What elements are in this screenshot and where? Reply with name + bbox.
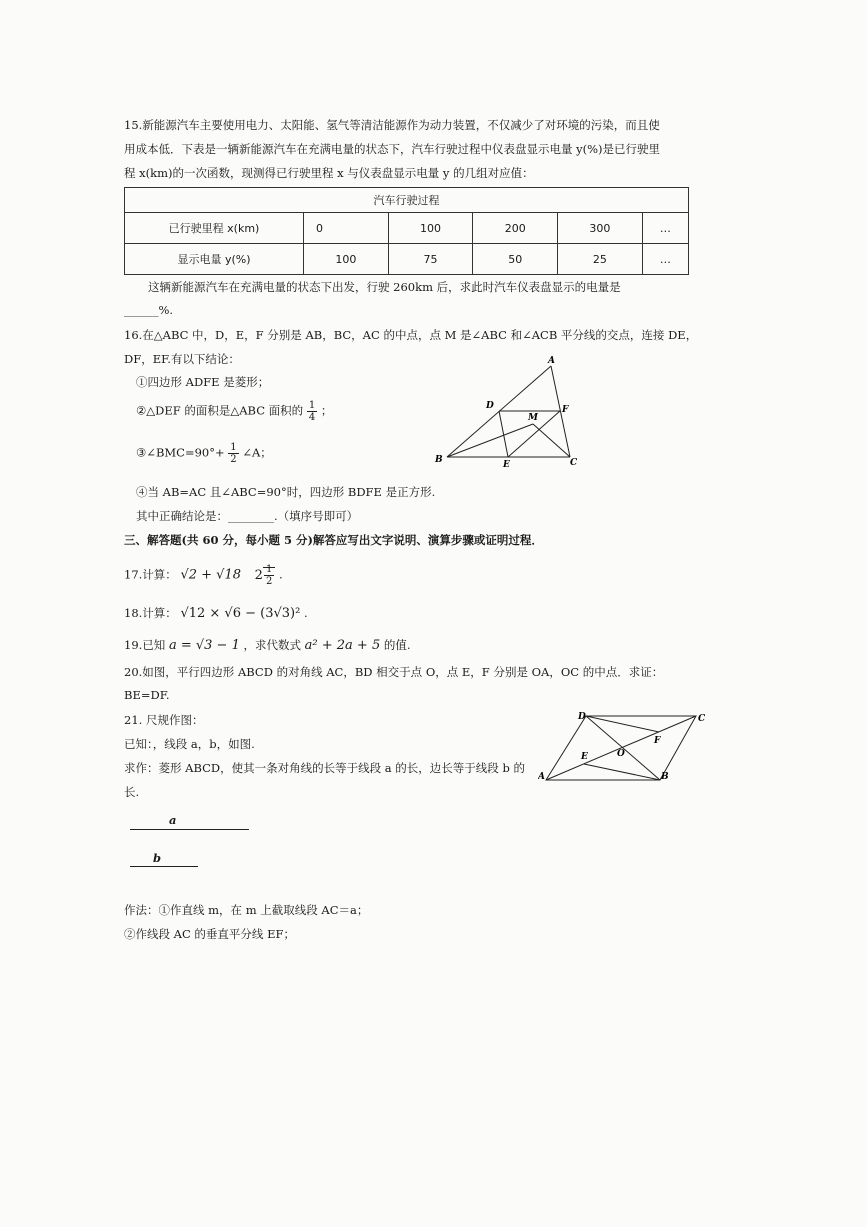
- q21-line2: 已知：，线段 a，b，如图.: [124, 737, 255, 751]
- label-d: D: [578, 712, 586, 722]
- q18-expr: √12 × √6 − (3√3)²: [180, 606, 301, 621]
- q15-line3: 程 x(km)的一次函数，现测得已行驶里程 x 与仪表盘显示电量 y 的几组对应值：: [124, 166, 534, 180]
- label-a: A: [548, 356, 555, 366]
- section3-title: 三、解答题(共 60 分，每小题 5 分)解答应写出文字说明、演算步骤或证明过程．: [124, 533, 543, 547]
- label-f: F: [654, 736, 661, 746]
- q15-row1-cell: 0: [304, 213, 389, 244]
- q21-line3: 求作：菱形 ABCD，使其一条对角线的长等于线段 a 的长，边长等于线段 b 的: [124, 761, 525, 775]
- label-b: B: [435, 455, 443, 465]
- q20-parallelogram-figure: [538, 708, 710, 786]
- q16-answer: 其中正确结论是：________.（填序号即可）: [136, 509, 359, 523]
- q17-sqrt: [263, 564, 275, 587]
- segment-be: [584, 764, 660, 780]
- q16-conclusion-4: ④当 AB=AC 且∠ABC=90°时，四边形 BDFE 是正方形.: [136, 485, 436, 499]
- q16-c3-num: 1: [230, 442, 237, 453]
- q18-post: .: [304, 606, 308, 620]
- q15-answer-blank: ______%.: [124, 303, 174, 317]
- diagonal-bd: [586, 716, 660, 780]
- q17-coef: 2: [254, 567, 263, 583]
- label-o: O: [617, 749, 625, 759]
- q19-mid: ，求代数式: [243, 638, 301, 652]
- q16-c2-num: 1: [308, 400, 316, 411]
- q17-fraction: [264, 564, 274, 587]
- segment-a: [130, 829, 249, 830]
- q17-den: 2: [265, 576, 273, 587]
- q15-row1-cell: 300: [558, 213, 643, 244]
- diagonal-ac: [546, 716, 696, 780]
- q19-post: 的值.: [383, 638, 411, 652]
- q19-expr2: a² + 2a + 5: [304, 638, 381, 653]
- segment-b: [130, 866, 198, 867]
- segment-b-label: b: [153, 851, 162, 865]
- q15-question: 这辆新能源汽车在充满电量的状态下出发，行驶 260km 后，求此时汽车仪表盘显示的电量是: [148, 280, 621, 294]
- q15-row2-cell: 100: [304, 244, 389, 275]
- q17: [124, 564, 283, 587]
- q16-c3-fraction: [228, 442, 238, 465]
- label-m: M: [528, 413, 538, 423]
- q16-triangle-figure: [430, 352, 590, 472]
- q15-row2-cell: 75: [388, 244, 473, 275]
- q15-row2-cell: 25: [558, 244, 643, 275]
- segment-df: [586, 716, 659, 732]
- q16-line1: 16.在△ABC 中，D，E，F 分别是 AB，BC，AC 的中点，点 M 是∠ABC 和∠ACB 平分线的交点，连接 DE，: [124, 328, 698, 342]
- q15-row1-cell: 100: [388, 213, 473, 244]
- q16-c2-text: ②△DEF 的面积是△ABC 面积的: [136, 403, 304, 418]
- q17-post: .: [278, 567, 283, 582]
- label-e: E: [581, 752, 588, 762]
- q15-table-header: 汽车行驶过程: [125, 188, 689, 213]
- q16-conclusion-2: [136, 400, 332, 423]
- q16-c2-den: 4: [308, 412, 316, 423]
- q15-table: [124, 187, 689, 275]
- q18: [124, 605, 308, 621]
- q16-conclusion-3: [136, 442, 272, 465]
- segment-a-label: a: [169, 813, 177, 827]
- q15-row2-label: 显示电量 y(%): [125, 244, 304, 275]
- q17-label: 17.计算：: [124, 567, 177, 582]
- label-c: C: [570, 458, 578, 468]
- q15-line2: 用成本低．下表是一辆新能源汽车在充满电量的状态下，汽车行驶过程中仪表盘显示电量 y(%)是已行驶里: [124, 142, 661, 156]
- q21-line4: 长.: [124, 785, 140, 799]
- q20-line2: BE=DF.: [124, 688, 170, 702]
- q17-expr: √2 + √18: [180, 567, 241, 583]
- q18-label: 18.计算：: [124, 606, 177, 620]
- q16-c3-text: ③∠BMC=90°+: [136, 445, 225, 460]
- q16-c2-fraction: [307, 400, 317, 423]
- q19: [124, 637, 411, 653]
- q15-line1: 15.新能源汽车主要使用电力、太阳能、氢气等清洁能源作为动力装置，不仅减少了对环境的污染，而且使: [124, 118, 660, 132]
- label-c: C: [698, 714, 706, 724]
- q19-label: 19.已知: [124, 638, 166, 652]
- label-a: A: [538, 772, 545, 782]
- segment-bm: [447, 424, 533, 457]
- q15-row1-label: 已行驶里程 x(km): [125, 213, 304, 244]
- q16-c3-post: ∠A；: [242, 445, 272, 460]
- label-d: D: [486, 401, 494, 411]
- q15-row2-cell: 50: [473, 244, 558, 275]
- q15-row1-cell: 200: [473, 213, 558, 244]
- q17-num: 1: [265, 564, 273, 575]
- label-e: E: [503, 460, 510, 470]
- q20-line1: 20.如图，平行四边形 ABCD 的对角线 AC，BD 相交于点 O，点 E，F 分别是 OA，OC 的中点．求证：: [124, 665, 664, 679]
- q16-line2: DF，EF.有以下结论：: [124, 352, 240, 366]
- q16-c2-post: ；: [320, 403, 333, 418]
- q21-line1: 21. 尺规作图：: [124, 713, 204, 727]
- q16-c3-den: 2: [230, 454, 237, 465]
- label-f: F: [562, 405, 569, 415]
- q19-expr: a = √3 − 1: [168, 638, 240, 653]
- label-b: B: [661, 772, 669, 782]
- q21-step1: 作法：①作直线 m，在 m 上截取线段 AC＝a；: [124, 903, 369, 917]
- q15-row1-cell: …: [642, 213, 688, 244]
- q21-step2: ②作线段 AC 的垂直平分线 EF；: [124, 927, 295, 941]
- q15-row2-cell: …: [642, 244, 688, 275]
- q16-conclusion-1: ①四边形 ADFE 是菱形；: [136, 375, 270, 389]
